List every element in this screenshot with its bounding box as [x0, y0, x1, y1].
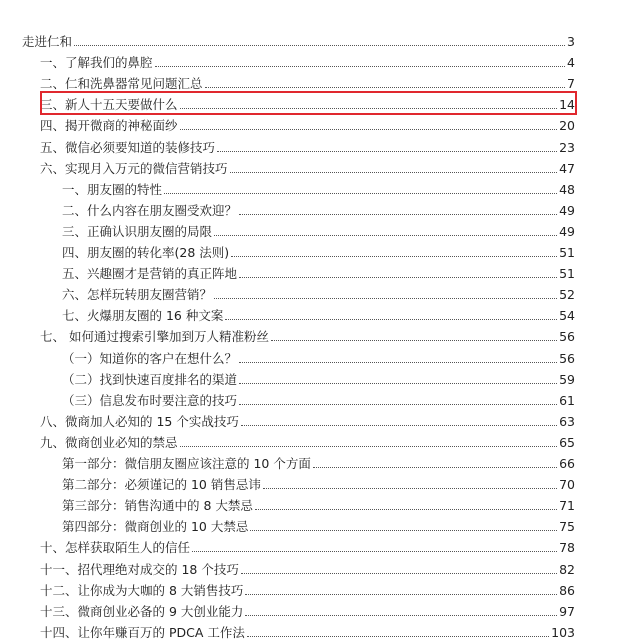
dot-leader — [217, 151, 557, 152]
toc-entry[interactable] — [40, 72, 575, 92]
toc-entry[interactable] — [40, 579, 575, 599]
dot-leader — [247, 636, 549, 637]
toc-entry[interactable] — [40, 431, 575, 451]
toc-page-number: 52 — [559, 287, 575, 303]
dot-leader — [164, 193, 557, 194]
dot-leader — [225, 319, 557, 320]
dot-leader — [239, 404, 557, 405]
toc-entry[interactable] — [62, 452, 575, 472]
toc-entry-title: 六、实现月入万元的微信营销技巧 — [40, 160, 228, 176]
toc-entry-title: 七、火爆朋友圈的 16 种文案 — [62, 308, 224, 324]
toc-entry[interactable] — [40, 536, 575, 556]
toc-entry-title: 五、兴趣圈才是营销的真正阵地 — [62, 266, 238, 282]
dot-leader — [155, 66, 566, 67]
toc-page-number: 4 — [567, 55, 575, 71]
toc-entry[interactable] — [40, 114, 575, 134]
toc-entry-title: 三、新人十五天要做什么 — [40, 97, 178, 113]
dot-leader — [231, 256, 557, 257]
toc-page-number: 51 — [559, 245, 575, 260]
toc-page-number: 97 — [559, 603, 575, 619]
toc-entry[interactable] — [22, 30, 575, 50]
dot-leader — [239, 214, 557, 215]
toc-page-number: 59 — [559, 371, 575, 387]
toc-entry-title: 第二部分：必须谨记的 10 销售忌讳 — [62, 477, 261, 493]
toc-entry-title: 四、朋友圈的转化率(28 法则) — [62, 245, 230, 260]
toc-entry-title: 二、仁和洗鼻器常见问题汇总 — [40, 76, 203, 92]
dot-leader — [241, 425, 557, 426]
dot-leader — [214, 298, 557, 299]
toc-entry[interactable] — [62, 389, 575, 409]
dot-leader — [271, 340, 557, 341]
toc-page-number: 86 — [559, 582, 575, 598]
toc-entry-title: 八、微商加人必知的 15 个实战技巧 — [40, 413, 239, 429]
toc-page-number: 71 — [559, 498, 575, 514]
highlight-box — [40, 91, 577, 115]
toc-page-number: 82 — [559, 561, 575, 577]
toc-entry[interactable] — [40, 157, 575, 177]
toc-entry[interactable] — [62, 178, 575, 198]
dot-leader — [245, 615, 557, 616]
toc-entry[interactable] — [62, 199, 575, 219]
toc-page-number: 51 — [559, 266, 575, 282]
toc-entry-title: （一）知道你的客户在想什么？ — [62, 350, 238, 366]
dot-leader — [205, 87, 566, 88]
dot-leader — [239, 277, 557, 278]
toc-page-number: 66 — [559, 456, 575, 471]
toc-entry[interactable] — [62, 347, 575, 367]
toc-page-number: 75 — [559, 519, 575, 535]
toc-entry-title: 十二、让你成为大咖的 8 大销售技巧 — [40, 582, 244, 598]
toc-page-number: 20 — [559, 118, 575, 134]
toc-page-number: 3 — [567, 34, 575, 49]
dot-leader — [255, 509, 557, 510]
toc-entry-title: 二、什么内容在朋友圈受欢迎？ — [62, 202, 238, 218]
toc-entry-title: 第一部分：微信朋友圈应该注意的 10 个方面 — [62, 456, 311, 471]
toc-entry-title: 一、朋友圈的特性 — [62, 181, 163, 197]
toc-entry-title: 六、怎样玩转朋友圈营销？ — [62, 287, 213, 303]
toc-entry[interactable] — [40, 558, 575, 578]
toc-entry[interactable] — [62, 304, 575, 324]
toc-page-number: 7 — [567, 76, 575, 92]
toc-page-number: 70 — [559, 477, 575, 493]
toc-entry-title: 一、了解我们的鼻腔 — [40, 55, 153, 71]
toc-page-number: 78 — [559, 540, 575, 556]
toc-entry[interactable] — [40, 325, 575, 345]
toc-entry[interactable] — [62, 473, 575, 493]
dot-leader — [180, 446, 558, 447]
dot-leader — [245, 594, 557, 595]
toc-entry-title: 十、怎样获取陌生人的信任 — [40, 540, 191, 556]
toc-page-number: 56 — [559, 329, 575, 345]
dot-leader — [263, 488, 557, 489]
toc-page-number: 14 — [559, 97, 575, 113]
toc-page-number: 63 — [559, 413, 575, 429]
toc-page-number: 49 — [559, 202, 575, 218]
toc-entry[interactable] — [40, 410, 575, 430]
toc-entry-title: 十四、让你年赚百万的 PDCA 工作法 — [40, 624, 245, 640]
toc-page-number: 23 — [559, 139, 575, 155]
dot-leader — [241, 573, 557, 574]
toc-page-number: 61 — [559, 392, 575, 408]
toc-entry-title: 第四部分：微商创业的 10 大禁忌 — [62, 519, 249, 535]
dot-leader — [180, 129, 558, 130]
toc-page-number: 48 — [559, 181, 575, 197]
toc-entry-title: 十三、微商创业必备的 9 大创业能力 — [40, 603, 244, 619]
toc-entry-title: 走进仁和 — [22, 34, 73, 49]
dot-leader — [239, 383, 557, 384]
toc-entry-title: 七、 如何通过搜索引擎加到万人精准粉丝 — [40, 329, 269, 345]
toc-entry[interactable] — [62, 368, 575, 388]
dot-leader — [239, 362, 557, 363]
toc-entry[interactable] — [62, 494, 575, 514]
toc-page-number: 65 — [559, 434, 575, 450]
toc-entry[interactable] — [62, 220, 575, 240]
toc-entry-title: （二）找到快速百度排名的渠道 — [62, 371, 238, 387]
dot-leader — [230, 172, 558, 173]
toc-entry[interactable] — [40, 621, 575, 641]
toc-entry[interactable] — [40, 600, 575, 620]
dot-leader — [214, 235, 557, 236]
toc-entry-title: 三、正确认识朋友圈的局限 — [62, 223, 213, 239]
toc-entry-title: 十一、招代理绝对成交的 18 个技巧 — [40, 561, 239, 577]
toc-page-number: 54 — [559, 308, 575, 324]
toc-entry[interactable] — [62, 515, 575, 535]
dot-leader — [74, 45, 565, 46]
toc-entry-title: （三）信息发布时要注意的技巧 — [62, 392, 238, 408]
toc-page-number: 103 — [551, 624, 575, 640]
toc-entry-title: 第三部分：销售沟通中的 8 大禁忌 — [62, 498, 253, 514]
toc-entry-title: 四、揭开微商的神秘面纱 — [40, 118, 178, 134]
toc-entry[interactable] — [62, 262, 575, 282]
toc-page-number: 56 — [559, 350, 575, 366]
toc-page-number: 47 — [559, 160, 575, 176]
toc-entry[interactable] — [40, 51, 575, 71]
toc-entry[interactable] — [40, 136, 575, 156]
dot-leader — [313, 467, 557, 468]
toc-page-number: 49 — [559, 223, 575, 239]
dot-leader — [250, 530, 557, 531]
toc-entry-title: 五、微信必须要知道的装修技巧 — [40, 139, 216, 155]
toc-entry[interactable] — [62, 241, 575, 261]
dot-leader — [192, 551, 557, 552]
toc-entry[interactable] — [62, 283, 575, 303]
toc-entry-title: 九、微商创业必知的禁忌 — [40, 434, 178, 450]
